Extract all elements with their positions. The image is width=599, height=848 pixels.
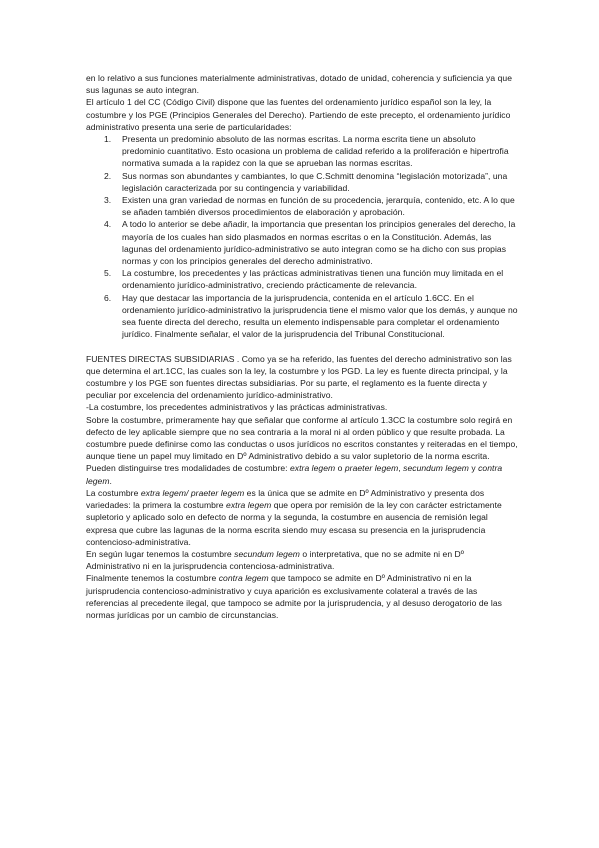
text-run: , (398, 463, 404, 474)
list-item-text: Existen una gran variedad de normas en función de su procedencia, jerarquía, contenido, etc. A lo que se añaden también diversos procedimientos de elaboración y aprobación. (122, 195, 515, 218)
secundum-legem-paragraph (86, 548, 519, 572)
list-item (86, 218, 519, 267)
text-run: que opera por remisión de la ley con carácter estrictamente supletorio y aplicado solo en defecto de norma y la segunda, la costumbre en ausencia de remisión legal expresa que cubre las lagunas de la norma escrita siendo muy escasa su presencia en la jurisprudencia contencioso-administrativa. (86, 500, 502, 547)
text-run: Finalmente tenemos la costumbre (86, 573, 219, 584)
term-praeter-legem: praeter legem (344, 463, 399, 474)
intro-paragraph: El artículo 1 del CC (Código Civil) dispone que las fuentes del ordenamiento jurídico español son la ley, la costumbre y los PGE (Principios Generales del Derecho). Partiendo de este precepto, el ordenamiento jurídico administrativo presenta una serie de particularidades: (86, 97, 511, 132)
list-number: 2. (104, 170, 112, 181)
term-extra-legem: extra legem (226, 500, 272, 511)
text-run: o (335, 463, 345, 474)
fuentes-directas-paragraph: FUENTES DIRECTAS SUBSIDIARIAS . Como ya se ha referido, las fuentes del derecho administrativo son las que determina el art.1CC, las cuales son la ley, la costumbre y los PGD. La ley es fuente directa principal, y la costumbre y los PGE son fuentes directas subsidiarias. Por su parte, el reglamento es la fuente directa y peculiar por excelencia del ordenamiento jurídico-administrativo. (86, 353, 512, 401)
paragraph-gap (86, 340, 519, 352)
intro-continuation: en lo relativo a sus funciones materialmente administrativas, dotado de unidad, coherencia y suficiencia ya que sus lagunas se auto integran. (86, 73, 513, 96)
list-item (86, 133, 519, 170)
text-run: que tampoco se admite en Dº Administrativo ni en la jurisprudencia contencioso-administrativo y cuya aparición es exclusivamente colateral a través de las referencias al precedente ilegal, que tampoco se admite por la jurisprudencia, y al desuso derogatorio de las normas jurídicas por un cambio de circunstancias. (86, 573, 502, 620)
particularities-list (86, 133, 519, 340)
list-item-text: La costumbre, los precedentes y las prácticas administrativas tienen una función muy limitada en el ordenamiento jurídico-administrativo, creciendo prácticamente de relevancia. (122, 268, 504, 291)
term-contra-legem: contra legem (86, 463, 503, 486)
term-secundum-legem: secundum legem (234, 548, 300, 559)
text-run: es la única que se admite en Dº Administrativo y presenta dos variedades: la primera la costumbre (86, 487, 485, 511)
text-run: y (468, 463, 479, 474)
list-number: 6. (104, 292, 112, 303)
list-item (86, 194, 519, 218)
costumbre-heading: -La costumbre, los precedentes administrativos y las prácticas administrativas. (86, 402, 388, 413)
costumbre-paragraph (86, 414, 519, 487)
list-number: 3. (104, 195, 112, 206)
list-item-text: Hay que destacar las importancia de la jurisprudencia, contenida en el artículo 1.6CC. En el ordenamiento jurídico-administrativo la jurisprudencia tiene el mismo valor que los demás, y aunque no sea fuente directa del derecho, resulta un elemento indispensable para completar el ordenamiento jurídico. Finalmente señalar, el valor de la jurisprudencia del Tribunal Constitucional. (122, 292, 518, 340)
list-item-text: Sus normas son abundantes y cambiantes, lo que C.Schmitt denomina “legislación motorizada”, una legislación caracterizada por su contingencia y variabilidad. (122, 170, 508, 193)
list-number: 5. (104, 268, 112, 279)
term-contra-legem: contra legem (218, 573, 269, 584)
list-item (86, 267, 519, 291)
contra-legem-paragraph (86, 572, 519, 621)
list-item (86, 292, 519, 341)
text-run: o interpretativa, que no se admite ni en Dº Administrativo ni en la jurisprudencia contenciosa-administrativa. (86, 548, 464, 572)
list-item-text: Presenta un predominio absoluto de las normas escritas. La norma escrita tiene un absoluto predominio cuantitativo. Esto ocasiona un problema de calidad referido a la proliferación e hipertrofia normativa sumada a la rapidez con la que se aprueban las normas escritas. (122, 134, 509, 169)
text-run: La costumbre (86, 487, 141, 498)
list-number: 4. (104, 219, 112, 230)
text-run: Sobre la costumbre, primeramente hay que señalar que conforme al artículo 1.3CC la costumbre solo regirá en defecto de ley aplicable siempre que no sea contraria a la moral ni al orden público y que resulte probada. La costumbre puede definirse como las conductas o usos jurídicos no escritos constantes y reiteradas en el tiempo, aunque tiene un papel muy limitado en Dº Administrativo debido a su valor supletorio de la norma escrita. Pueden distinguirse tres modalidades de costumbre: (86, 414, 518, 474)
term-extra-praeter-legem: extra legem/ praeter legem (140, 487, 245, 498)
list-item (86, 170, 519, 194)
term-secundum-legem: secundum legem (403, 463, 469, 474)
extra-legem-paragraph (86, 487, 519, 548)
text-run: En según lugar tenemos la costumbre (86, 548, 235, 559)
text-run: . (109, 475, 112, 486)
term-extra-legem: extra legem (290, 463, 336, 474)
list-item-text: A todo lo anterior se debe añadir, la importancia que presentan los principios generales del derecho, la mayoría de los cuales han sido plasmados en normas escritas o en la Constitución. Además, las lagunas del ordenamiento jurídico-administrativo se auto integran como se ha dicho con sus propias normas y con los principios generales del derecho administrativo. (122, 219, 516, 267)
list-number: 1. (104, 134, 112, 145)
